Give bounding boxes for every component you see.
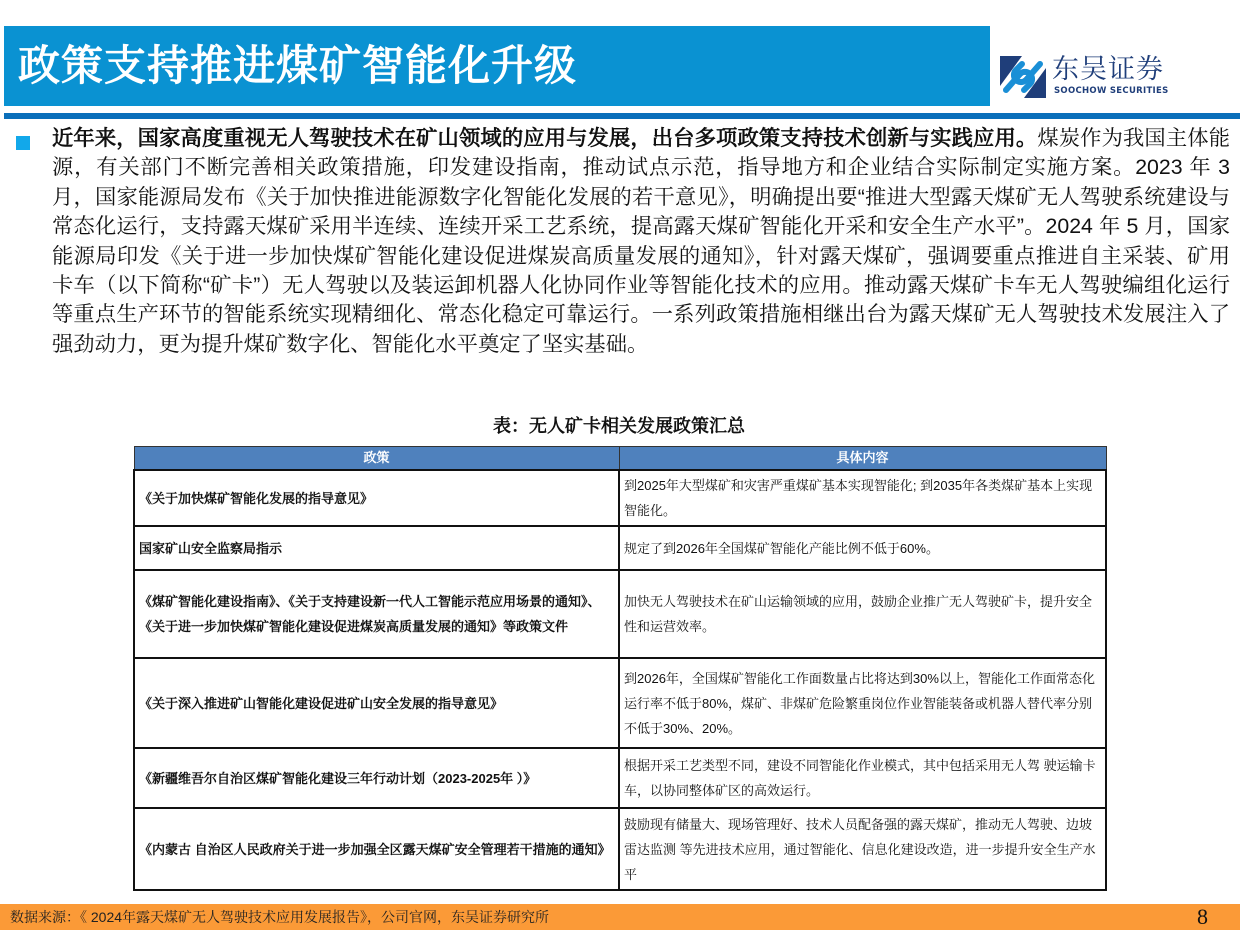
column-header-policy: 政策 (134, 447, 619, 471)
policy-cell: 国家矿山安全监察局指示 (134, 526, 619, 570)
content-cell: 规定了到2026年全国煤矿智能化产能比例不低于60%。 (619, 526, 1106, 570)
title-bar (4, 26, 990, 106)
content-cell: 加快无人驾驶技术在矿山运输领域的应用，鼓励企业推广无人驾驶矿卡，提升安全性和运营效率。 (619, 570, 1106, 658)
logo-name-en: SOOCHOW SECURITIES (1054, 86, 1169, 96)
content-cell: 到2025年大型煤矿和灾害严重煤矿基本实现智能化; 到2035年各类煤矿基本上实现智能化。 (619, 470, 1106, 526)
body-paragraph (52, 124, 1230, 359)
column-header-content: 具体内容 (619, 447, 1106, 471)
policy-table (133, 446, 1107, 891)
table-header-row (134, 447, 1106, 471)
content-cell: 根据开采工艺类型不同，建设不同智能化作业模式，其中包括采用无人驾 驶运输卡车，以协同整体矿区的高效运行。 (619, 748, 1106, 808)
data-source-note: 数据来源：《 2024年露天煤矿无人驾驶技术应用发展报告》，公司官网，东吴证券研究所 (10, 909, 550, 925)
policy-cell: 《煤矿智能化建设指南》、《关于支持建设新一代人工智能示范应用场景的通知》、《关于进一步加快煤矿智能化建设促进煤炭高质量发展的通知》等政策文件 (134, 570, 619, 658)
policy-cell: 《新疆维吾尔自治区煤矿智能化建设三年行动计划（2023-2025年 ）》 (134, 748, 619, 808)
policy-cell: 《内蒙古 自治区人民政府关于进一步加强全区露天煤矿安全管理若干措施的通知》 (134, 808, 619, 890)
table-row (134, 470, 1106, 526)
policy-cell: 《关于加快煤矿智能化发展的指导意见》 (134, 470, 619, 526)
company-logo (1000, 54, 1200, 100)
table-caption: 表：无人矿卡相关发展政策汇总 (493, 416, 745, 437)
content-cell: 鼓励现有储量大、现场管理好、技术人员配备强的露天煤矿，推动无人驾驶、边坡雷达监测 等先进技术应用，通过智能化、信息化建设改造，进一步提升安全生产水平 (619, 808, 1106, 890)
footer-bar (0, 904, 1240, 930)
table-row (134, 658, 1106, 748)
header-divider (4, 113, 1240, 119)
soochow-logo-icon (1000, 56, 1046, 98)
content-cell: 到2026年，全国煤矿智能化工作面数量占比将达到30%以上，智能化工作面常态化运行率不低于80%，煤矿、非煤矿危险繁重岗位作业智能装备或机器人替代率分别不低于30%、20%。 (619, 658, 1106, 748)
table-row (134, 748, 1106, 808)
page-number: 8 (1197, 904, 1208, 929)
table-row (134, 808, 1106, 890)
square-bullet-icon (16, 136, 30, 150)
body-text: 煤炭作为我国主体能源，有关部门不断完善相关政策措施，印发建设指南，推动试点示范，指导地方和企业结合实际制定实施方案。2023 年 3 月，国家能源局发布《关于加快推进能源数字化智能化发展的若干意见》，明确提出要“推进大型露天煤矿无人驾驶系统建设与常态化运行，支持露天煤矿采用半连续、连续开采工艺系统，提高露天煤矿智能化开采和安全生产水平”。2024 年 5 月，国家能源局印发《关于进一步加快煤矿智能化建设促进煤炭高质量发展的通知》，针对露天煤矿，强调要重点推进自主采装、矿用卡车（以下简称“矿卡”）无人驾驶以及装运卸机器人化协同作业等智能化技术的应用。推动露天煤矿卡车无人驾驶编组化运行等重点生产环节的智能系统实现精细化、常态化稳定可靠运行。一系列政策措施相继出台为露天煤矿无人驾驶技术发展注入了强劲动力，更为提升煤矿数字化、智能化水平奠定了坚实基础。 (52, 126, 1230, 356)
page-title: 政策支持推进煤矿智能化升级 (18, 41, 578, 90)
table-row (134, 570, 1106, 658)
lead-sentence: 近年来，国家高度重视无人驾驶技术在矿山领域的应用与发展，出台多项政策支持技术创新与实践应用。 (52, 126, 1038, 150)
policy-cell: 《关于深入推进矿山智能化建设促进矿山安全发展的指导意见》 (134, 658, 619, 748)
table-row (134, 526, 1106, 570)
logo-name-cn: 东吴证券 (1052, 54, 1164, 85)
